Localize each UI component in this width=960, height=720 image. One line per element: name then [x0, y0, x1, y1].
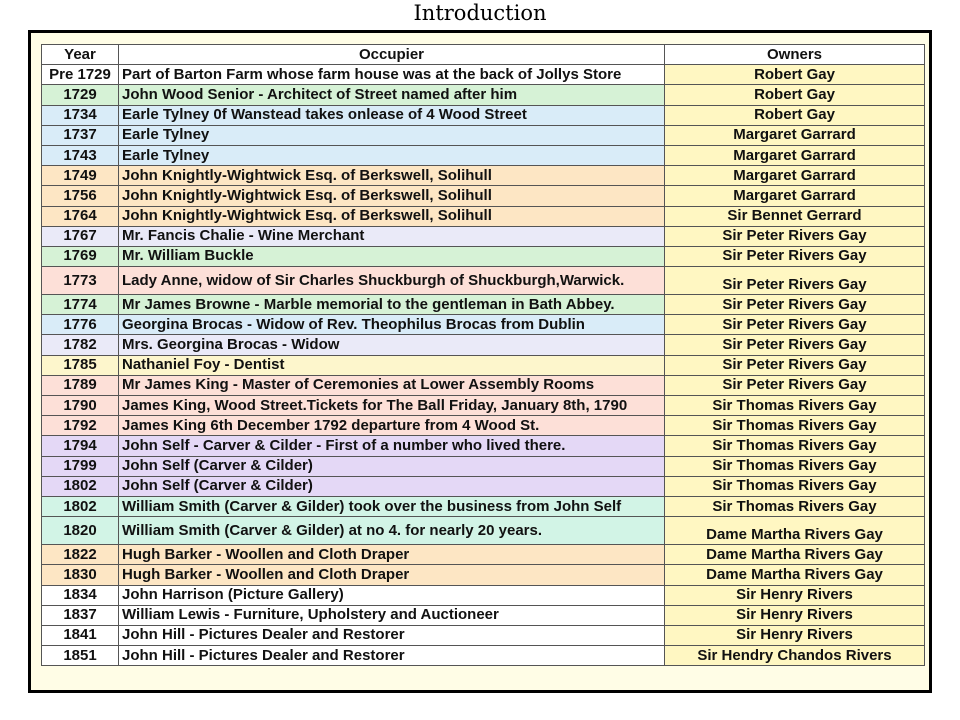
occupancy-table — [41, 44, 925, 666]
occupier-cell: William Smith (Carver & Gilder) at no 4. for nearly 20 years. — [119, 517, 665, 545]
occupier-cell: Earle Tylney — [119, 145, 665, 165]
page-title: Introduction — [413, 1, 547, 25]
owner-cell: Dame Martha Rivers Gay — [665, 565, 925, 585]
year-cell: 1769 — [42, 246, 119, 266]
table-row — [42, 145, 925, 165]
year-cell: 1802 — [42, 496, 119, 516]
occupier-cell: John Knightly-Wightwick Esq. of Berkswell, Solihull — [119, 186, 665, 206]
year-cell: 1851 — [42, 646, 119, 666]
year-cell: 1756 — [42, 186, 119, 206]
table-row — [42, 625, 925, 645]
occupier-cell: Hugh Barker - Woollen and Cloth Draper — [119, 545, 665, 565]
table-row — [42, 517, 925, 545]
table-row — [42, 585, 925, 605]
table-row — [42, 396, 925, 416]
year-cell: 1802 — [42, 476, 119, 496]
owner-cell: Sir Peter Rivers Gay — [665, 226, 925, 246]
table-row — [42, 375, 925, 395]
occupier-cell: James King, Wood Street.Tickets for The Ball Friday, January 8th, 1790 — [119, 396, 665, 416]
owner-cell: Sir Thomas Rivers Gay — [665, 496, 925, 516]
year-cell: 1743 — [42, 145, 119, 165]
table-row — [42, 186, 925, 206]
year-cell: 1799 — [42, 456, 119, 476]
owner-cell: Sir Thomas Rivers Gay — [665, 456, 925, 476]
occupier-cell: Hugh Barker - Woollen and Cloth Draper — [119, 565, 665, 585]
owner-cell: Sir Thomas Rivers Gay — [665, 416, 925, 436]
table-row — [42, 267, 925, 295]
year-cell: 1830 — [42, 565, 119, 585]
year-cell: 1776 — [42, 315, 119, 335]
table-row — [42, 476, 925, 496]
owner-cell: Dame Martha Rivers Gay — [665, 517, 925, 545]
owner-cell: Dame Martha Rivers Gay — [665, 545, 925, 565]
year-cell: 1764 — [42, 206, 119, 226]
year-cell: Pre 1729 — [42, 65, 119, 85]
year-cell: 1773 — [42, 267, 119, 295]
owner-cell: Sir Peter Rivers Gay — [665, 335, 925, 355]
table-row — [42, 125, 925, 145]
occupier-cell: Mr James Browne - Marble memorial to the gentleman in Bath Abbey. — [119, 295, 665, 315]
owner-cell: Margaret Garrard — [665, 125, 925, 145]
owner-cell: Sir Peter Rivers Gay — [665, 246, 925, 266]
year-cell: 1820 — [42, 517, 119, 545]
table-row — [42, 545, 925, 565]
year-cell: 1737 — [42, 125, 119, 145]
year-cell: 1782 — [42, 335, 119, 355]
owner-cell: Robert Gay — [665, 65, 925, 85]
year-cell: 1789 — [42, 375, 119, 395]
owner-cell: Robert Gay — [665, 85, 925, 105]
occupier-cell: Mr James King - Master of Ceremonies at Lower Assembly Rooms — [119, 375, 665, 395]
owner-cell: Sir Peter Rivers Gay — [665, 315, 925, 335]
table-row — [42, 315, 925, 335]
table-row — [42, 85, 925, 105]
year-cell: 1767 — [42, 226, 119, 246]
table-row — [42, 105, 925, 125]
year-cell: 1790 — [42, 396, 119, 416]
occupier-cell: Earle Tylney 0f Wanstead takes onlease of 4 Wood Street — [119, 105, 665, 125]
table-row — [42, 226, 925, 246]
owner-cell: Margaret Garrard — [665, 186, 925, 206]
year-cell: 1749 — [42, 166, 119, 186]
owner-cell: Sir Peter Rivers Gay — [665, 295, 925, 315]
owner-cell: Sir Hendry Chandos Rivers — [665, 646, 925, 666]
occupier-cell: John Self (Carver & Cilder) — [119, 456, 665, 476]
occupier-cell: John Self (Carver & Cilder) — [119, 476, 665, 496]
occupier-cell: Mrs. Georgina Brocas - Widow — [119, 335, 665, 355]
owner-cell: Robert Gay — [665, 105, 925, 125]
occupier-cell: Georgina Brocas - Widow of Rev. Theophilus Brocas from Dublin — [119, 315, 665, 335]
table-row — [42, 416, 925, 436]
occupier-cell: Earle Tylney — [119, 125, 665, 145]
owner-cell: Sir Thomas Rivers Gay — [665, 396, 925, 416]
header-row — [42, 45, 925, 65]
table-body — [42, 65, 925, 666]
table-row — [42, 605, 925, 625]
owner-cell: Sir Peter Rivers Gay — [665, 355, 925, 375]
owner-cell: Sir Henry Rivers — [665, 605, 925, 625]
owners-header: Owners — [665, 45, 925, 65]
occupier-cell: Mr. Fancis Chalie - Wine Merchant — [119, 226, 665, 246]
year-cell: 1792 — [42, 416, 119, 436]
owner-cell: Sir Henry Rivers — [665, 625, 925, 645]
occupier-cell: William Smith (Carver & Gilder) took over the business from John Self — [119, 496, 665, 516]
year-header: Year — [42, 45, 119, 65]
owner-cell: Margaret Garrard — [665, 145, 925, 165]
table-row — [42, 166, 925, 186]
year-cell: 1774 — [42, 295, 119, 315]
table-row — [42, 246, 925, 266]
table-row — [42, 496, 925, 516]
year-cell: 1822 — [42, 545, 119, 565]
year-cell: 1841 — [42, 625, 119, 645]
owner-cell: Sir Peter Rivers Gay — [665, 375, 925, 395]
year-cell: 1794 — [42, 436, 119, 456]
occupier-cell: Lady Anne, widow of Sir Charles Shuckburgh of Shuckburgh,Warwick. — [119, 267, 665, 295]
owner-cell: Sir Bennet Gerrard — [665, 206, 925, 226]
table-row — [42, 436, 925, 456]
occupier-header: Occupier — [119, 45, 665, 65]
year-cell: 1834 — [42, 585, 119, 605]
owner-cell: Margaret Garrard — [665, 166, 925, 186]
occupier-cell: James King 6th December 1792 departure from 4 Wood St. — [119, 416, 665, 436]
occupier-cell: Part of Barton Farm whose farm house was at the back of Jollys Store — [119, 65, 665, 85]
owner-cell: Sir Thomas Rivers Gay — [665, 436, 925, 456]
occupier-cell: Mr. William Buckle — [119, 246, 665, 266]
table-row — [42, 206, 925, 226]
occupier-cell: John Self - Carver & Cilder - First of a number who lived there. — [119, 436, 665, 456]
table-row — [42, 65, 925, 85]
occupier-cell: John Knightly-Wightwick Esq. of Berkswell, Solihull — [119, 166, 665, 186]
occupier-cell: John Wood Senior - Architect of Street named after him — [119, 85, 665, 105]
owner-cell: Sir Peter Rivers Gay — [665, 267, 925, 295]
year-cell: 1837 — [42, 605, 119, 625]
occupier-cell: Nathaniel Foy - Dentist — [119, 355, 665, 375]
table-row — [42, 355, 925, 375]
occupier-cell: William Lewis - Furniture, Upholstery and Auctioneer — [119, 605, 665, 625]
occupier-cell: John Hill - Pictures Dealer and Restorer — [119, 646, 665, 666]
occupier-cell: John Harrison (Picture Gallery) — [119, 585, 665, 605]
table-frame — [28, 30, 932, 693]
occupier-cell: John Hill - Pictures Dealer and Restorer — [119, 625, 665, 645]
year-cell: 1734 — [42, 105, 119, 125]
occupier-cell: John Knightly-Wightwick Esq. of Berkswell, Solihull — [119, 206, 665, 226]
table-row — [42, 565, 925, 585]
table-row — [42, 646, 925, 666]
table-row — [42, 295, 925, 315]
owner-cell: Sir Thomas Rivers Gay — [665, 476, 925, 496]
table-row — [42, 335, 925, 355]
year-cell: 1729 — [42, 85, 119, 105]
table-row — [42, 456, 925, 476]
owner-cell: Sir Henry Rivers — [665, 585, 925, 605]
year-cell: 1785 — [42, 355, 119, 375]
